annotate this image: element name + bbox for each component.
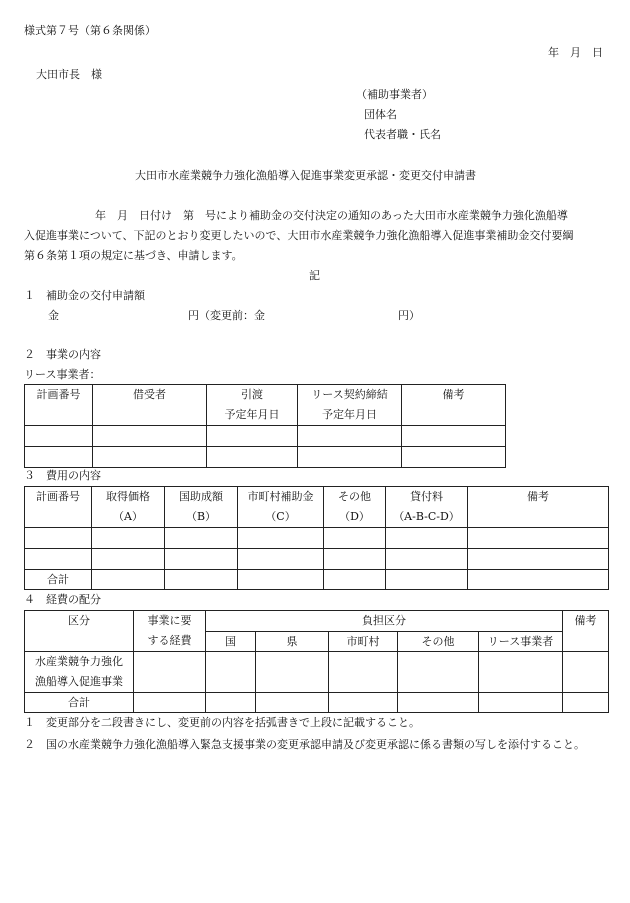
table-row [25, 426, 506, 447]
cost-table [24, 486, 609, 590]
header-acquisition: 取得価格 （A） [92, 487, 165, 528]
table-row [25, 528, 609, 549]
header-lease-contract: リース契約締結 予定年月日 [298, 385, 402, 426]
document-title: 大田市水産業競争力強化漁船導入促進事業変更承認・変更交付申請書 [135, 169, 476, 182]
amount-suffix: 円） [398, 309, 420, 322]
note-1: １ 変更部分を二段書きにし、変更前の内容を括弧書きで上段に記載すること。 [24, 716, 420, 729]
ki-label: 記 [309, 269, 320, 282]
total-label: 合計 [25, 570, 92, 590]
applicant-rep: 代表者職・氏名 [364, 128, 441, 141]
header-other: その他 （D） [324, 487, 386, 528]
header-remarks: 備考 [563, 611, 609, 652]
amount-prefix: 金 [48, 309, 59, 322]
header-plan-no: 計画番号 [25, 385, 93, 426]
table-row [25, 570, 609, 590]
table-row [25, 693, 609, 713]
total-label: 合計 [25, 693, 134, 713]
applicant-org: 団体名 [364, 108, 397, 121]
date-line: 年 月 日 [548, 46, 603, 59]
header-delivery: 引渡 予定年月日 [207, 385, 298, 426]
header-remarks: 備考 [468, 487, 609, 528]
allocation-table [24, 610, 609, 713]
header-other: その他 [398, 631, 479, 652]
body-line-1: 年 月 日付け 第 号により補助金の交付決定の通知のあった大田市水産業競争力強化漁船導 [95, 209, 568, 222]
section3-heading: ３ 費用の内容 [24, 469, 101, 482]
header-plan-no: 計画番号 [25, 487, 92, 528]
applicant-heading: （補助事業者） [356, 88, 433, 101]
form-id: 様式第７号（第６条関係） [24, 24, 156, 37]
header-national-grant: 国助成額 （B） [165, 487, 238, 528]
header-remarks: 備考 [402, 385, 506, 426]
header-borrower: 借受者 [93, 385, 207, 426]
row-label: 水産業競争力強化 漁船導入促進事業 [25, 652, 134, 693]
header-category: 区分 [25, 611, 134, 652]
header-municipal-grant: 市町村補助金 （C） [238, 487, 324, 528]
note-2: ２ 国の水産業競争力強化漁船導入緊急支援事業の変更承認申請及び変更承認に係る書類の写しを添付すること。 [24, 738, 585, 751]
amount-mid: 円（変更前：金 [188, 309, 265, 322]
body-line-3: 第６条第１項の規定に基づき、申請します。 [24, 249, 243, 262]
table-row [25, 549, 609, 570]
header-national: 国 [206, 631, 256, 652]
header-burden: 負担区分 [206, 611, 563, 632]
section2-heading: ２ 事業の内容 [24, 348, 101, 361]
header-prefecture: 県 [256, 631, 329, 652]
lessee-label: リース事業者： [24, 368, 101, 381]
header-lease-fee: 貸付料 （A-B-C-D） [386, 487, 468, 528]
header-municipality: 市町村 [329, 631, 398, 652]
table-row [25, 652, 609, 693]
addressee: 大田市長 様 [36, 68, 102, 81]
body-line-2: 入促進事業について、下記のとおり変更したいので、大田市水産業競争力強化漁船導入促進事業補助金交付要綱 [24, 229, 574, 242]
section4-heading: ４ 経費の配分 [24, 593, 101, 606]
header-lessee: リース事業者 [479, 631, 563, 652]
business-table [24, 384, 506, 468]
section1-heading: １ 補助金の交付申請額 [24, 289, 145, 302]
table-row [25, 447, 506, 468]
header-cost: 事業に要 する経費 [134, 611, 206, 652]
